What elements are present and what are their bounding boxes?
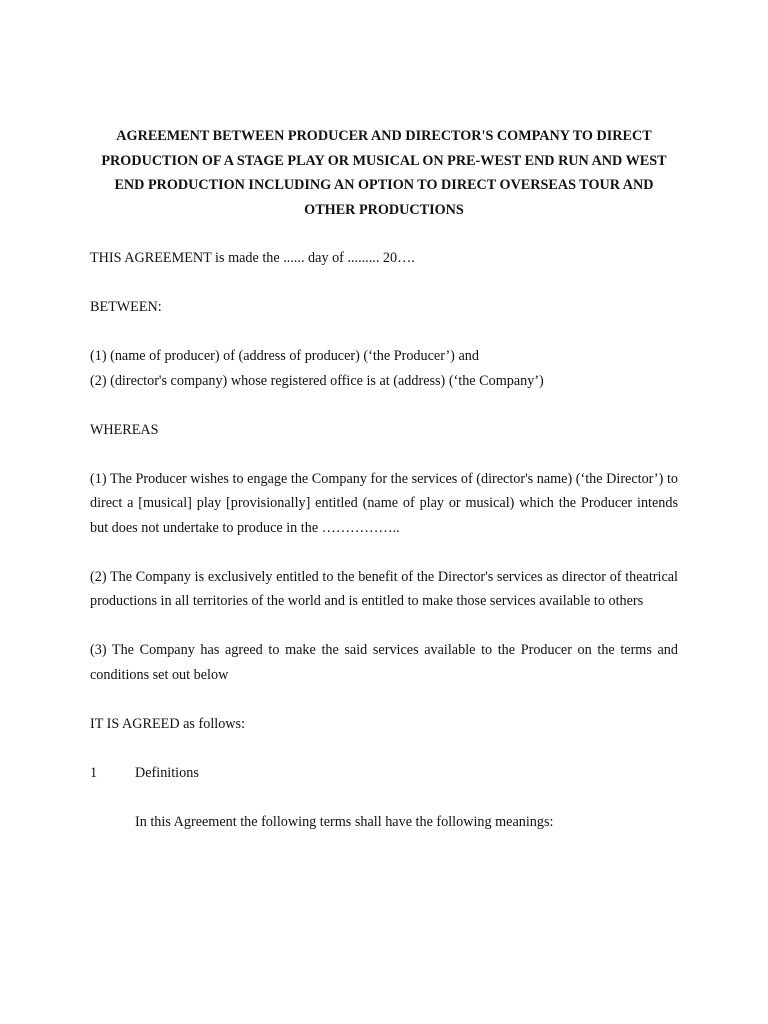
- recital-2: (2) The Company is exclusively entitled to the benefit of the Director's services as director of theatrical productions in all territories of the world and is entitled to make those services available to others: [90, 568, 678, 610]
- clause-1-text: In this Agreement the following terms shall have the following meanings:: [135, 813, 554, 830]
- party-company: (2) (director's company) whose registered office is at (address) (‘the Company’): [90, 372, 544, 389]
- agreement-title: AGREEMENT BETWEEN PRODUCER AND DIRECTOR'S COMPANY TO DIRECT PRODUCTION OF A STAGE PLAY OR MUSICAL ON PRE-WEST END RUN AND WEST END PRODUCTION INCLUDING AN OPTION TO DIRECT OVERSEAS TOUR AND OTHER PRODUCTIONS: [101, 128, 667, 218]
- clause-1-heading: [90, 761, 678, 786]
- clause-number: 1: [90, 764, 98, 781]
- clause-title: Definitions: [135, 764, 199, 781]
- document-body: [90, 124, 678, 834]
- agreement-date-line: THIS AGREEMENT is made the ...... day of ......... 20….: [90, 250, 415, 267]
- whereas-heading: WHEREAS: [90, 421, 159, 438]
- party-producer: (1) (name of producer) of (address of producer) (‘the Producer’) and: [90, 348, 479, 365]
- recital-3: (3) The Company has agreed to make the said services available to the Producer on the terms and conditions set out below: [90, 642, 678, 683]
- between-heading: BETWEEN:: [90, 299, 162, 316]
- agreed-line: IT IS AGREED as follows:: [90, 715, 246, 732]
- recital-1: (1) The Producer wishes to engage the Company for the services of (director's name) (‘the Director’) to direct a [musical] play [provisionally] entitled (name of play or musical) which the Producer intends but does not undertake to produce in the ……………..: [90, 470, 678, 536]
